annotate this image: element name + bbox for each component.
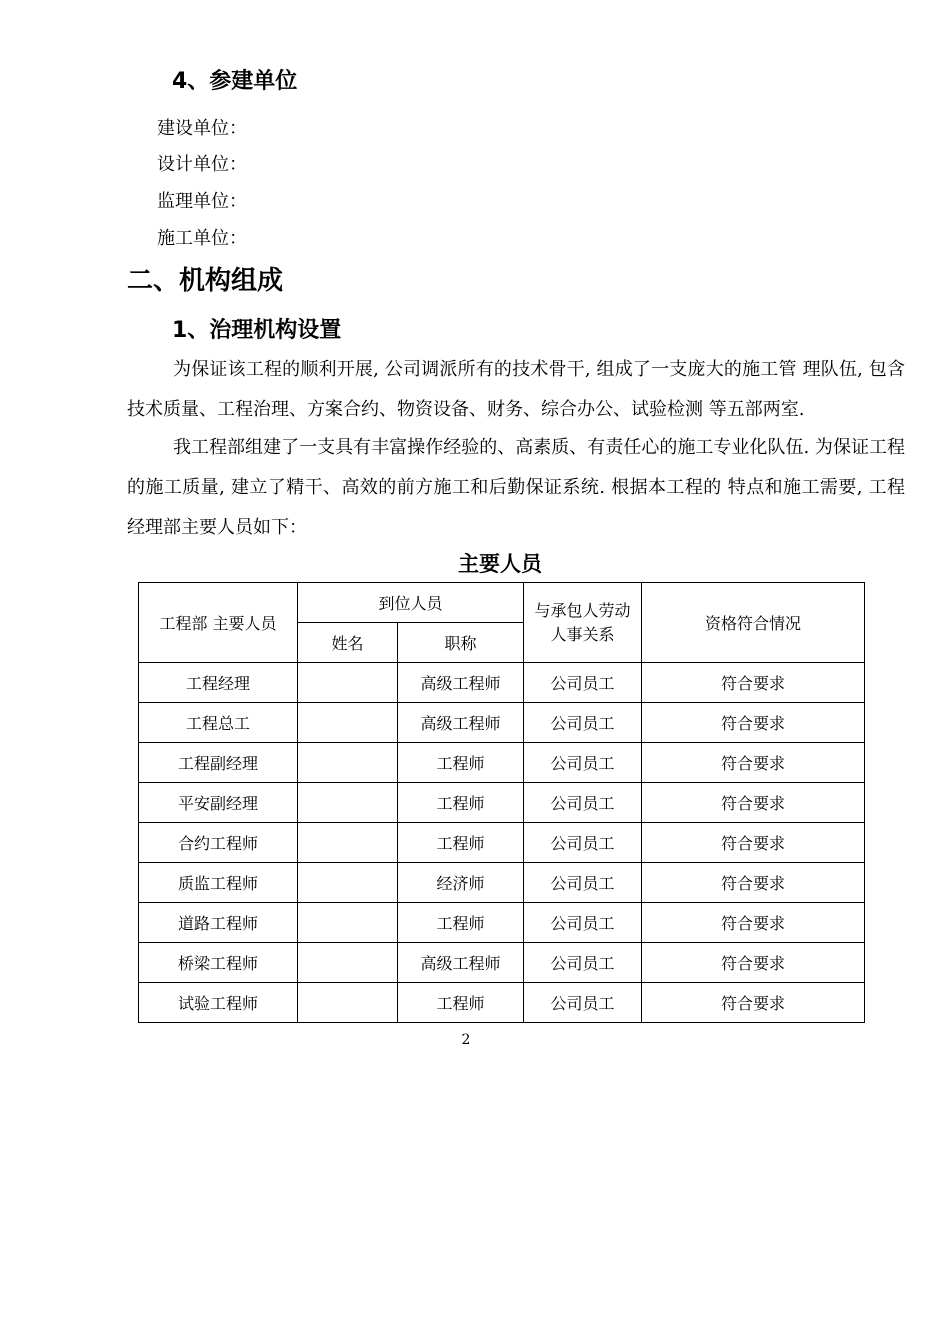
cell-name <box>298 783 398 823</box>
unit-designer-label: 设计单位： <box>157 154 247 175</box>
table-row <box>139 743 865 783</box>
cell-relation: 公司员工 <box>524 903 642 943</box>
cell-role: 工程经理 <box>139 663 298 703</box>
cell-title: 工程师 <box>398 983 524 1023</box>
header-relation: 与承包人劳动人事关系 <box>524 583 642 663</box>
cell-relation: 公司员工 <box>524 783 642 823</box>
unit-contractor-label: 施工单位： <box>157 228 247 249</box>
cell-title: 工程师 <box>398 823 524 863</box>
cell-name <box>298 983 398 1023</box>
cell-role: 工程副经理 <box>139 743 298 783</box>
table-row <box>139 663 865 703</box>
table-row <box>139 783 865 823</box>
staff-table <box>138 582 865 1023</box>
header-name: 姓名 <box>298 623 398 663</box>
unit-owner-label: 建设单位： <box>157 118 247 139</box>
cell-relation: 公司员工 <box>524 743 642 783</box>
cell-role: 合约工程师 <box>139 823 298 863</box>
cell-role: 工程总工 <box>139 703 298 743</box>
table-row <box>139 983 865 1023</box>
table-row <box>139 823 865 863</box>
cell-name <box>298 663 398 703</box>
table-row <box>139 903 865 943</box>
table-title: 主要人员 <box>458 552 542 576</box>
cell-qualification: 符合要求 <box>642 903 865 943</box>
cell-qualification: 符合要求 <box>642 663 865 703</box>
cell-title: 高级工程师 <box>398 663 524 703</box>
cell-qualification: 符合要求 <box>642 743 865 783</box>
cell-name <box>298 823 398 863</box>
section-2-heading: 二、机构组成 <box>127 266 284 296</box>
cell-title: 高级工程师 <box>398 703 524 743</box>
cell-role: 试验工程师 <box>139 983 298 1023</box>
cell-qualification: 符合要求 <box>642 823 865 863</box>
cell-title: 工程师 <box>398 903 524 943</box>
cell-qualification: 符合要求 <box>642 943 865 983</box>
cell-relation: 公司员工 <box>524 663 642 703</box>
cell-relation: 公司员工 <box>524 823 642 863</box>
paragraph-2: 我工程部组建了一支具有丰富操作经验的、高素质、有责任心的施工专业化队伍. 为保证工程的施工质量, 建立了精干、高效的前方施工和后勤保证系统. 根据本工程的 特点和施工需要, 工程经理部主要人员如下： <box>127 437 905 538</box>
cell-relation: 公司员工 <box>524 983 642 1023</box>
subsection-1-heading: 1、治理机构设置 <box>172 318 342 343</box>
cell-name <box>298 703 398 743</box>
page-number: 2 <box>461 1032 471 1048</box>
cell-role: 质监工程师 <box>139 863 298 903</box>
header-title: 职称 <box>398 623 524 663</box>
cell-role: 道路工程师 <box>139 903 298 943</box>
cell-title: 工程师 <box>398 783 524 823</box>
cell-name <box>298 903 398 943</box>
header-qualification: 资格符合情况 <box>642 583 865 663</box>
cell-title: 经济师 <box>398 863 524 903</box>
cell-qualification: 符合要求 <box>642 983 865 1023</box>
cell-qualification: 符合要求 <box>642 783 865 823</box>
cell-relation: 公司员工 <box>524 863 642 903</box>
table-row <box>139 863 865 903</box>
paragraph-1: 为保证该工程的顺利开展, 公司调派所有的技术骨干, 组成了一支庞大的施工管 理队伍, 包含技术质量、工程治理、方案合约、物资设备、财务、综合办公、试验检测 等五部两室. <box>127 359 905 420</box>
table-row <box>139 703 865 743</box>
cell-role: 桥梁工程师 <box>139 943 298 983</box>
cell-qualification: 符合要求 <box>642 863 865 903</box>
table-row <box>139 943 865 983</box>
header-role: 工程部 主要人员 <box>139 583 298 663</box>
table-header-row <box>139 583 865 623</box>
cell-relation: 公司员工 <box>524 703 642 743</box>
cell-role: 平安副经理 <box>139 783 298 823</box>
cell-name <box>298 943 398 983</box>
cell-name <box>298 743 398 783</box>
cell-title: 高级工程师 <box>398 943 524 983</box>
cell-title: 工程师 <box>398 743 524 783</box>
cell-name <box>298 863 398 903</box>
cell-qualification: 符合要求 <box>642 703 865 743</box>
cell-relation: 公司员工 <box>524 943 642 983</box>
section-4-heading: 4、参建单位 <box>172 69 298 94</box>
unit-supervisor-label: 监理单位： <box>157 191 247 212</box>
header-arrived: 到位人员 <box>298 583 524 623</box>
